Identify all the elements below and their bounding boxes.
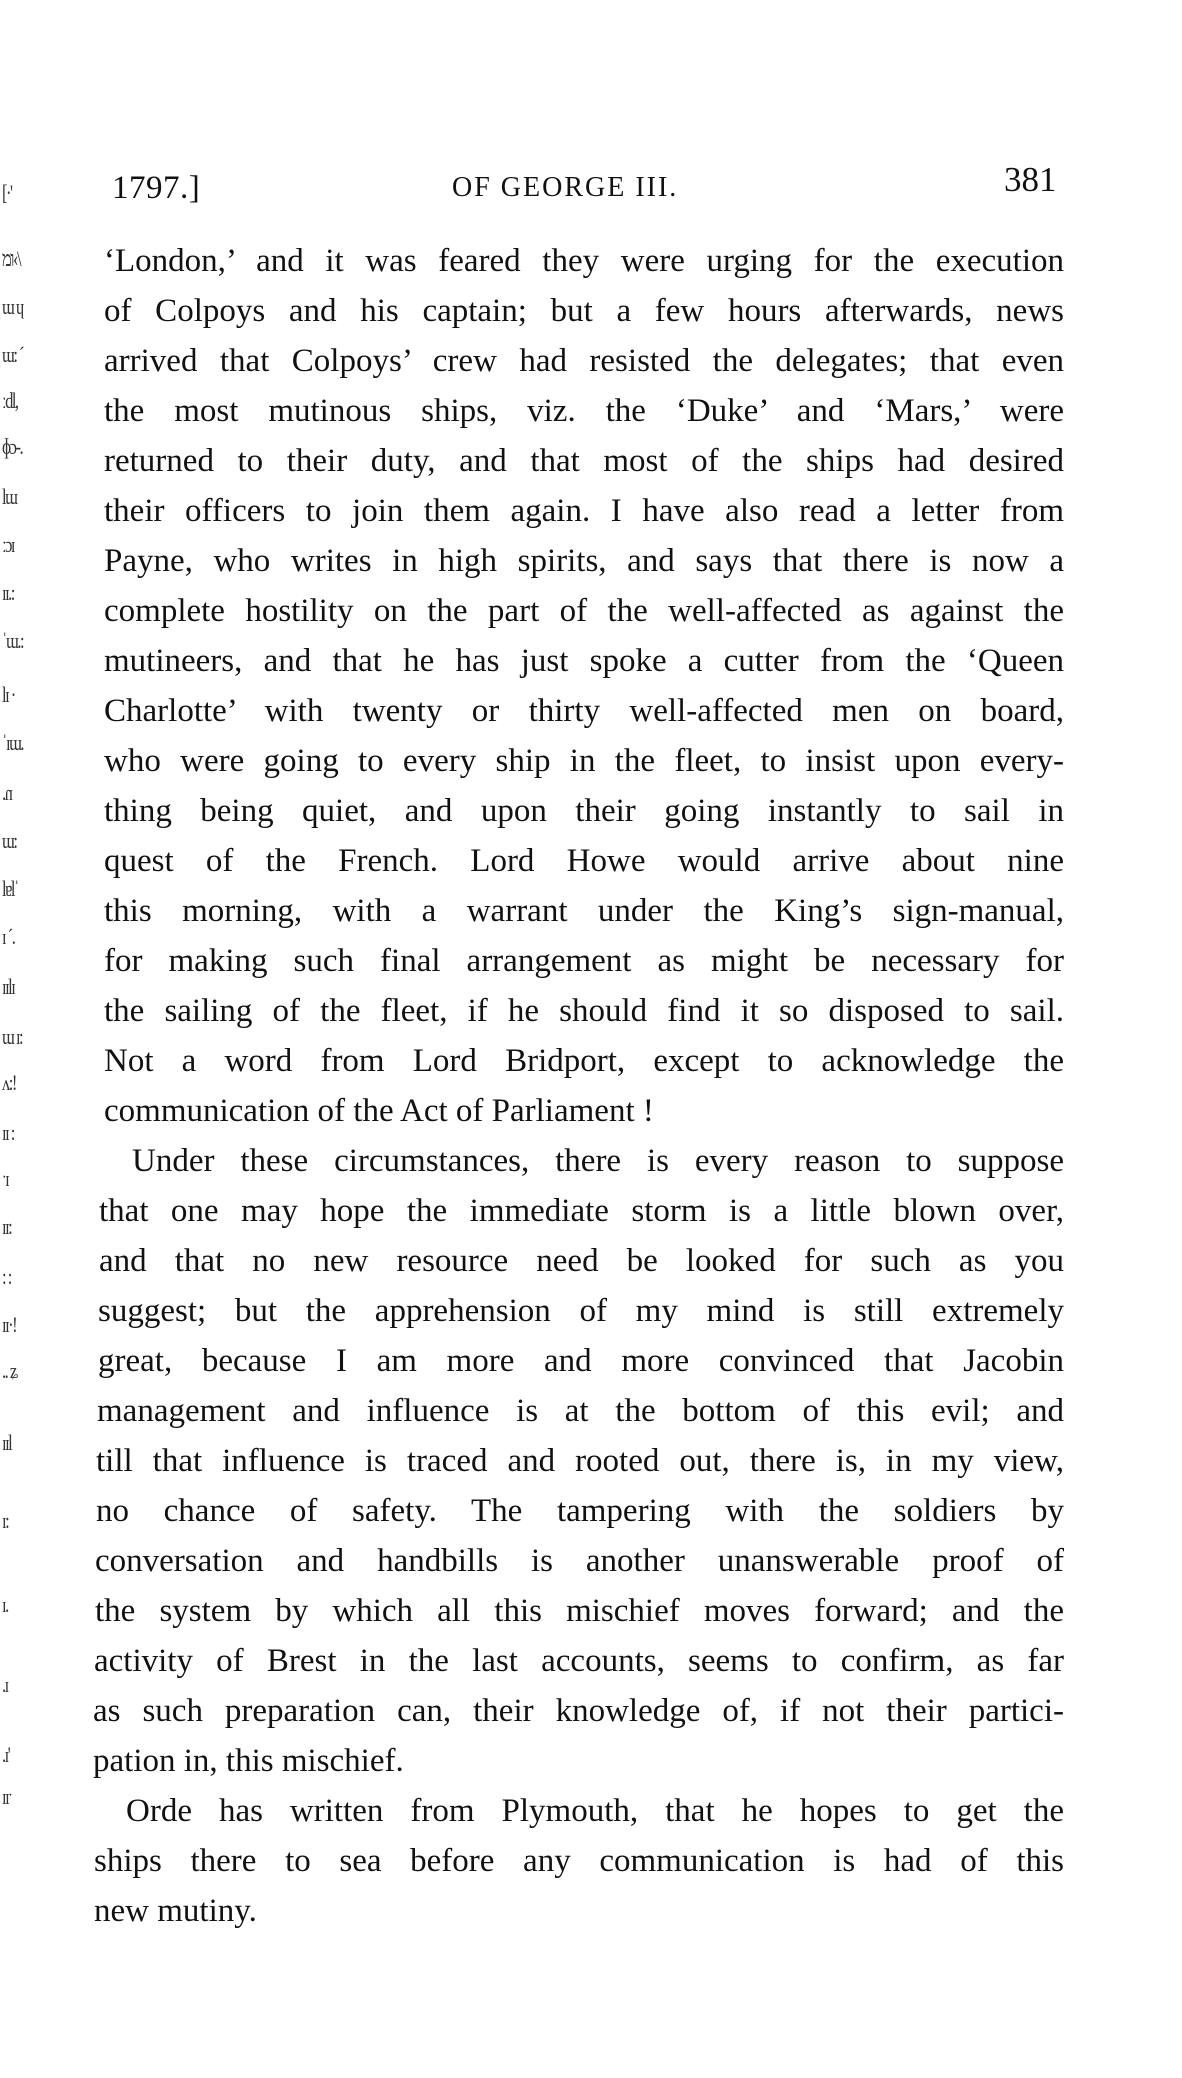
gutter-fragment: .ɪ [2,1672,8,1697]
gutter-fragment: lɐlˈ [2,876,18,901]
text-line: this morning, with a warrant under the King’s sign-manual, [104,893,1064,929]
gutter-fragment: ɪɪˑ [2,1784,12,1809]
gutter-fragment: .ɪ' [2,1742,10,1767]
running-head [0,158,1182,208]
text-line: till that influence is traced and rooted out, there is, in my view, [96,1443,1064,1479]
text-line: that one may hope the immediate storm is a little blown over, [99,1193,1064,1229]
gutter-fragment: .ɾɪ [2,780,12,805]
gutter-fragment: ːɔɪ [2,532,14,557]
gutter-fragment: [·' [2,180,12,205]
text-line: ships there to sea before any communication is had of this [94,1843,1064,1879]
paragraph-2 [93,1136,1064,1786]
text-line: conversation and handbills is another unanswerable proof of [95,1543,1064,1579]
page-number: 381 [1004,160,1057,199]
text-line: Not a word from Lord Bridport, except to acknowledge the [104,1043,1064,1079]
text-line: the sailing of the fleet, if he should find it so disposed to sail. [104,993,1064,1029]
gutter-fragment: ɪɪ: [2,1214,12,1239]
text-line: Under these circumstances, there is every reason to suppose [132,1143,1064,1179]
text-line: new mutiny. [94,1893,257,1929]
text-line: returned to their duty, and that most of the ships had desired [104,443,1064,479]
gutter-fragment: lɪ · [2,682,15,707]
text-line: who were going to every ship in the fleet, to insist upon every- [104,743,1064,779]
text-line: pation in, this mischief. [93,1743,404,1779]
running-head-title: OF GEORGE III. [452,172,679,203]
text-line: quest of the French. Lord Howe would arrive about nine [104,843,1064,879]
gutter-fragment: ɯ: ˊ [2,342,24,367]
gutter-fragment: ʌ:! [2,1070,16,1095]
text-line: no chance of safety. The tampering with the soldiers by [96,1493,1064,1529]
gutter-fragment: ɪɪ.: [2,580,14,605]
gutter-fragment: ˈɯ.: [2,628,24,653]
text-line: as such preparation can, their knowledge of, if not their partici- [93,1693,1064,1729]
text-line: Charlotte’ with twenty or thirty well-affected men on board, [104,693,1064,729]
text-line: the system by which all this mischief moves forward; and the [95,1593,1064,1629]
gutter-fragment: ɪɪ : [2,1120,14,1145]
text-line: communication of the Act of Parliament ! [104,1093,654,1129]
text-line: activity of Brest in the last accounts, seems to confirm, as far [94,1643,1064,1679]
gutter-fragment: ɪɪ·! [2,1312,17,1337]
gutter-fragment: ɪɪlɪ [2,974,15,999]
gutter-fragment: ɪ: [2,1508,9,1533]
gutter-fragment: ɸɔ-. [2,434,23,459]
text-line: arrived that Colpoys’ crew had resisted the delegates; that even [104,343,1064,379]
gutter-fragment: ɯ: [2,828,17,853]
gutter-fragment: .. ʑ [2,1358,17,1383]
text-line: thing being quiet, and upon their going instantly to sail in [104,793,1064,829]
text-line: Orde has written from Plymouth, that he hopes to get the [126,1793,1064,1829]
gutter-fragment: : : [2,1264,11,1289]
text-line: ‘London,’ and it was feared they were urging for the execution [104,243,1064,279]
paragraph-3 [94,1786,1064,1936]
paragraph-1 [104,236,1064,1136]
bleed-through-gutter [0,170,60,1970]
text-line: the most mutinous ships, viz. the ‘Duke’ and ‘Mars,’ were [104,393,1064,429]
gutter-fragment: ɪ ˊ. [2,924,15,949]
text-line: for making such final arrangement as might be necessary for [104,943,1064,979]
gutter-fragment: ɪ. [2,1592,8,1617]
gutter-fragment: ˈɪɯ. [2,730,24,755]
text-line: complete hostility on the part of the well-affected as against the [104,593,1064,629]
text-line: of Colpoys and his captain; but a few hours afterwards, news [104,293,1064,329]
body-text [93,236,1064,1936]
text-line: and that no new resource need be looked for such as you [99,1243,1064,1279]
text-line: suggest; but the apprehension of my mind is still extremely [98,1293,1064,1329]
gutter-fragment: ˑɪ [2,1166,9,1191]
gutter-fragment: ɯ ɪ: [2,1024,23,1049]
text-line: mutineers, and that he has just spoke a cutter from the ‘Queen [104,643,1064,679]
text-line: great, because I am more and more convinced that Jacobin [98,1343,1064,1379]
gutter-fragment: lɯ [2,484,17,509]
gutter-fragment: ומ‹\ [2,246,21,271]
running-head-year: 1797.] [112,170,201,206]
gutter-fragment: ɪɪl [2,1430,12,1455]
text-line: their officers to join them again. I have also read a letter from [104,493,1064,529]
text-line: management and influence is at the bottom of this evil; and [97,1393,1064,1429]
gutter-fragment: ːdl, [2,388,18,413]
gutter-fragment: ɯ ɥ [2,294,23,319]
text-line: Payne, who writes in high spirits, and says that there is now a [104,543,1064,579]
